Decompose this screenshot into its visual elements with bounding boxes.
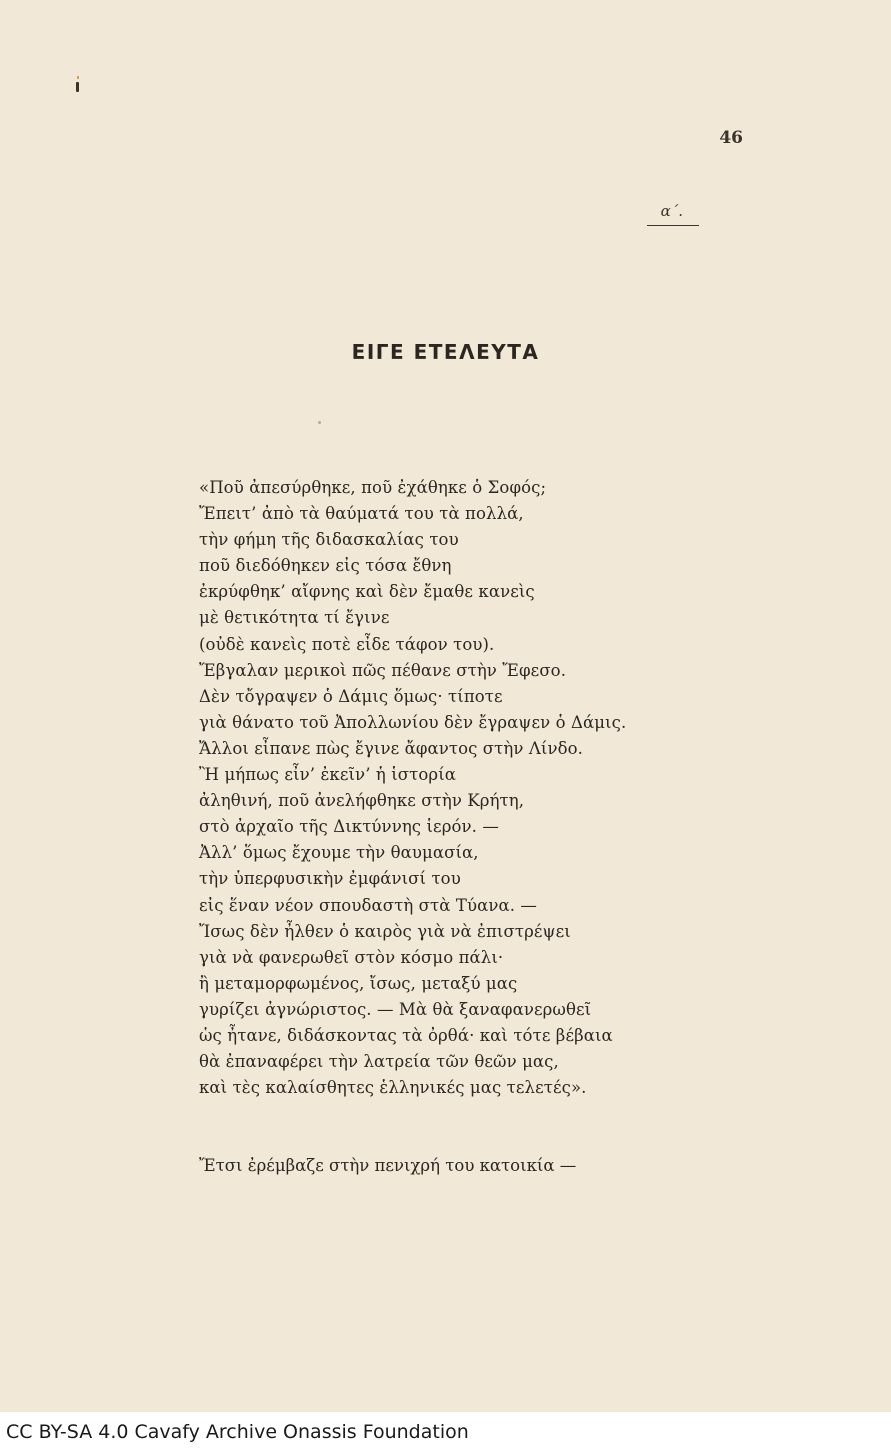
poem-line: Ἔβγαλαν μερικοὶ πῶς πέθανε στὴν Ἔφεσο. <box>199 660 567 680</box>
poem-line: Ἢ μήπως εἶν’ ἐκεῖν’ ἡ ἱστορία <box>199 765 457 785</box>
poem-line: τὴν ὑπερφυσικὴν ἐμφάνισί του <box>199 869 461 889</box>
poem-line: καὶ τὲς καλαίσθητες ἑλληνικές μας τελετές». <box>199 1078 587 1098</box>
poem-line: μὲ θετικότητα τί ἔγινε <box>199 608 390 628</box>
poem-line: Δὲν τὄγραψεν ὁ Δάμις ὅμως· τίποτε <box>199 686 503 706</box>
closing-line: Ἔτσι ἐρέμβαζε στὴν πενιχρή του κατοικία — <box>199 1156 577 1175</box>
page-number: 46 <box>719 128 743 148</box>
poem-line: «Ποῦ ἀπεσύρθηκε, ποῦ ἐχάθηκε ὁ Σοφός; <box>199 478 547 497</box>
poem-title: ΕΙΓΕ ΕΤΕΛΕΥΤΑ <box>351 340 540 364</box>
poem-line: γιὰ θάνατο τοῦ Ἀπολλωνίου δὲν ἔγραψεν ὁ Δάμις. <box>199 712 627 732</box>
section-label: α΄. <box>660 202 683 220</box>
poem-line: Ἄλλοι εἶπανε πὼς ἔγινε ἄφαντος στὴν Λίνδο. <box>199 738 583 758</box>
margin-mark-tick <box>76 82 79 92</box>
poem-line: ἐκρύφθηκ’ αἴφνης καὶ δὲν ἔμαθε κανεὶς <box>199 582 535 602</box>
paper-speck <box>318 421 321 424</box>
poem-line: στὸ ἀρχαῖο τῆς Δικτύννης ἱερόν. — <box>199 817 499 837</box>
poem-line: Ἔπειτ’ ἀπὸ τὰ θαύματά του τὰ πολλά, <box>199 504 524 524</box>
poem-line: ὡς ἦτανε, διδάσκοντας τὰ ὀρθά· καὶ τότε βέβαια <box>199 1025 613 1045</box>
credit-footer <box>0 1412 891 1456</box>
poem-line: ἢ μεταμορφωμένος, ἴσως, μεταξύ μας <box>199 973 518 993</box>
poem-line: θὰ ἐπαναφέρει τὴν λατρεία τῶν θεῶν μας, <box>199 1052 559 1072</box>
poem-line: γυρίζει ἀγνώριστος. — Μὰ θὰ ξαναφανερωθεῖ <box>199 999 592 1019</box>
poem-line: (οὐδὲ κανεὶς ποτὲ εἶδε τάφον του). <box>199 634 495 654</box>
poem-line: Ἀλλ’ ὅμως ἔχουμε τὴν θαυμασία, <box>199 843 479 863</box>
margin-mark <box>76 76 79 92</box>
poem-body <box>199 475 719 1101</box>
section-rule <box>647 225 699 226</box>
poem-line: εἰς ἕναν νέον σπουδαστὴ στὰ Τύανα. — <box>199 895 537 915</box>
poem-line: ποῦ διεδόθηκεν εἰς τόσα ἔθνη <box>199 556 452 576</box>
license-credit: CC BY-SA 4.0 Cavafy Archive Onassis Foundation <box>6 1421 469 1443</box>
margin-mark-dot <box>77 76 79 79</box>
poem-line: τὴν φήμη τῆς διδασκαλίας του <box>199 530 459 550</box>
poem-line: ἀληθινή, ποῦ ἀνελήφθηκε στὴν Κρήτη, <box>199 791 525 811</box>
poem-line: Ἴσως δὲν ἦλθεν ὁ καιρὸς γιὰ νὰ ἐπιστρέψει <box>199 921 571 941</box>
poem-line: γιὰ νὰ φανερωθεῖ στὸν κόσμο πάλι· <box>199 947 504 967</box>
